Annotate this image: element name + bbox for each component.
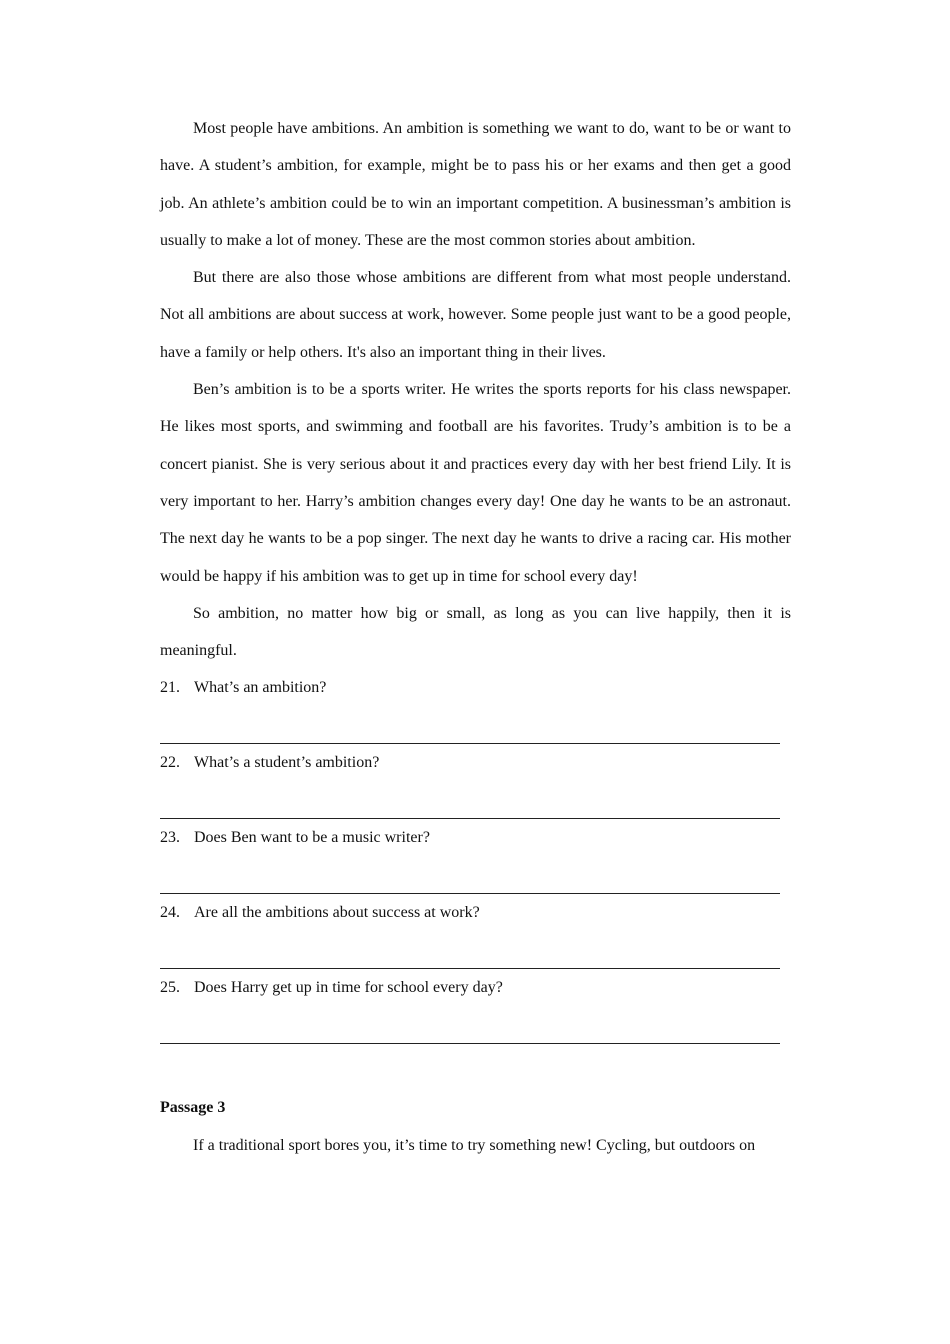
- question-text: Are all the ambitions about success at work?: [194, 904, 480, 922]
- question-number: 22.: [160, 754, 180, 772]
- answer-line-25[interactable]: [160, 1007, 780, 1045]
- question-number: 25.: [160, 979, 180, 997]
- passage-3-title: Passage 3: [160, 1099, 226, 1117]
- question-24: [160, 894, 791, 931]
- paragraph-1: Most people have ambitions. An ambition is something we want to do, want to be or want to have. A student’s ambition, for example, might be to pass his or her exams and then get a good job. An athlete’s ambition could be to win an important competition. A businessman’s ambition is usually to make a lot of money. These are the most common stories about ambition.: [160, 120, 791, 249]
- question-block-22: [160, 744, 791, 819]
- document-page: [160, 110, 791, 1164]
- paragraph-2: But there are also those whose ambitions are different from what most people understand. Not all ambitions are about success at work, however. Some people just want to be a good people, have a family or help others. It's also an important thing in their lives.: [160, 269, 791, 361]
- question-21: [160, 669, 791, 706]
- passage-3-first-line: If a traditional sport bores you, it’s time to try something new! Cycling, but outdoors on: [193, 1136, 756, 1154]
- answer-line-23[interactable]: [160, 857, 780, 895]
- question-23: [160, 819, 791, 856]
- paragraph-4: So ambition, no matter how big or small, as long as you can live happily, then it is meaningful.: [160, 604, 791, 660]
- question-text: What’s an ambition?: [194, 679, 327, 697]
- question-number: 21.: [160, 679, 180, 697]
- question-number: 23.: [160, 829, 180, 847]
- question-25: [160, 969, 791, 1006]
- question-block-23: [160, 819, 791, 894]
- question-text: Does Ben want to be a music writer?: [194, 829, 430, 847]
- question-block-24: [160, 894, 791, 969]
- question-number: 24.: [160, 904, 180, 922]
- paragraph-3: Ben’s ambition is to be a sports writer. He writes the sports reports for his class newspaper. He likes most sports, and swimming and football are his favorites. Trudy’s ambition is to be a concert pianist. She is very serious about it and practices every day with her best friend Lily. It is very important to her. Harry’s ambition changes every day! One day he wants to be an astronaut. The next day he wants to be a pop singer. The next day he wants to drive a racing car. His mother would be happy if his ambition was to get up in time for school every day!: [160, 381, 791, 585]
- section-gap: [160, 1044, 791, 1089]
- question-text: What’s a student’s ambition?: [194, 754, 380, 772]
- answer-line-21[interactable]: [160, 707, 780, 745]
- answer-line-24[interactable]: [160, 932, 780, 970]
- question-22: [160, 744, 791, 781]
- question-block-21: [160, 669, 791, 744]
- question-text: Does Harry get up in time for school every day?: [194, 979, 503, 997]
- question-block-25: [160, 969, 791, 1044]
- answer-line-22[interactable]: [160, 782, 780, 820]
